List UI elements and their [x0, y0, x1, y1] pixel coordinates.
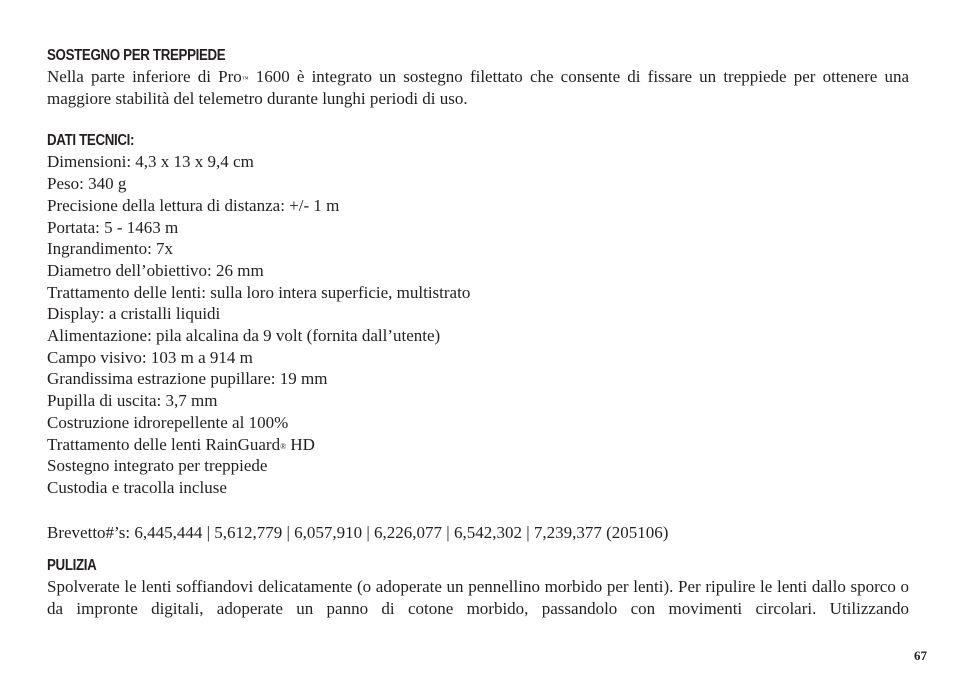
tripod-text-part2: 1600 è integrato un sostegno filettato che consente di fissare un treppiede per ottenere una maggiore stabilità del telemetro durante lunghi periodi di uso. [47, 67, 909, 108]
trademark-symbol: ™ [241, 75, 249, 83]
section-heading-tripod: SOSTEGNO PER TREPPIEDE [47, 47, 226, 64]
registered-symbol: ® [280, 441, 287, 451]
spec-item: Diametro dell’obiettivo: 26 mm [47, 260, 264, 280]
rainguard-suffix: HD [286, 434, 315, 454]
spec-item: Trattamento delle lenti: sulla loro intera superficie, multistrato [47, 282, 471, 302]
rainguard-text: Trattamento delle lenti RainGuard [47, 434, 281, 454]
cleaning-line-1: Spolverate le lenti soffiandovi delicatamente (o adoperate un pennellino morbido per lenti). Per ripulire le lenti dallo [47, 577, 846, 597]
cleaning-paragraph [47, 576, 909, 619]
patent-numbers: Brevetto#’s: 6,445,444 | 5,612,779 | 6,057,910 | 6,226,077 | 6,542,302 | 7,239,377 (205106) [47, 522, 669, 542]
spec-item: Custodia e tracolla incluse [47, 477, 227, 497]
spec-item: Ingrandimento: 7x [47, 239, 174, 259]
spec-item: Sostegno integrato per treppiede [47, 456, 268, 476]
spec-item: Grandissima estrazione pupillare: 19 mm [47, 369, 328, 389]
cleaning-section [47, 556, 909, 619]
spec-item: Precisione della lettura di distanza: +/- 1 m [47, 195, 340, 215]
page-number: 67 [914, 648, 927, 663]
tripod-section [47, 46, 909, 109]
spec-item: Costruzione idrorepellente al 100% [47, 412, 289, 432]
spacer [47, 499, 909, 522]
spec-item-rainguard [47, 434, 909, 456]
section-heading-cleaning: PULIZIA [47, 557, 97, 575]
spacer [47, 109, 909, 131]
cleaning-line-2: sporco o da impronte digitali, adoperate un panno di cotone morbido, passandolo con movimenti circolari. Utilizzando [47, 577, 910, 619]
spec-item: Peso: 340 g [47, 174, 127, 194]
spec-list [47, 151, 909, 498]
spec-item: Pupilla di uscita: 3,7 mm [47, 391, 218, 411]
spec-item: Campo visivo: 103 m a 914 m [47, 347, 253, 367]
spec-item: Dimensioni: 4,3 x 13 x 9,4 cm [47, 152, 254, 172]
tripod-paragraph [47, 66, 909, 109]
section-heading-specs: DATI TECNICI: [47, 132, 135, 150]
specs-section [47, 131, 909, 498]
spec-item: Portata: 5 - 1463 m [47, 217, 179, 237]
manual-page [47, 46, 909, 620]
tripod-text-part1: Nella parte inferiore di Pro [47, 67, 242, 86]
spec-item: Display: a cristalli liquidi [47, 304, 221, 324]
spacer [47, 543, 909, 556]
spec-item: Alimentazione: pila alcalina da 9 volt (fornita dall’utente) [47, 326, 441, 346]
